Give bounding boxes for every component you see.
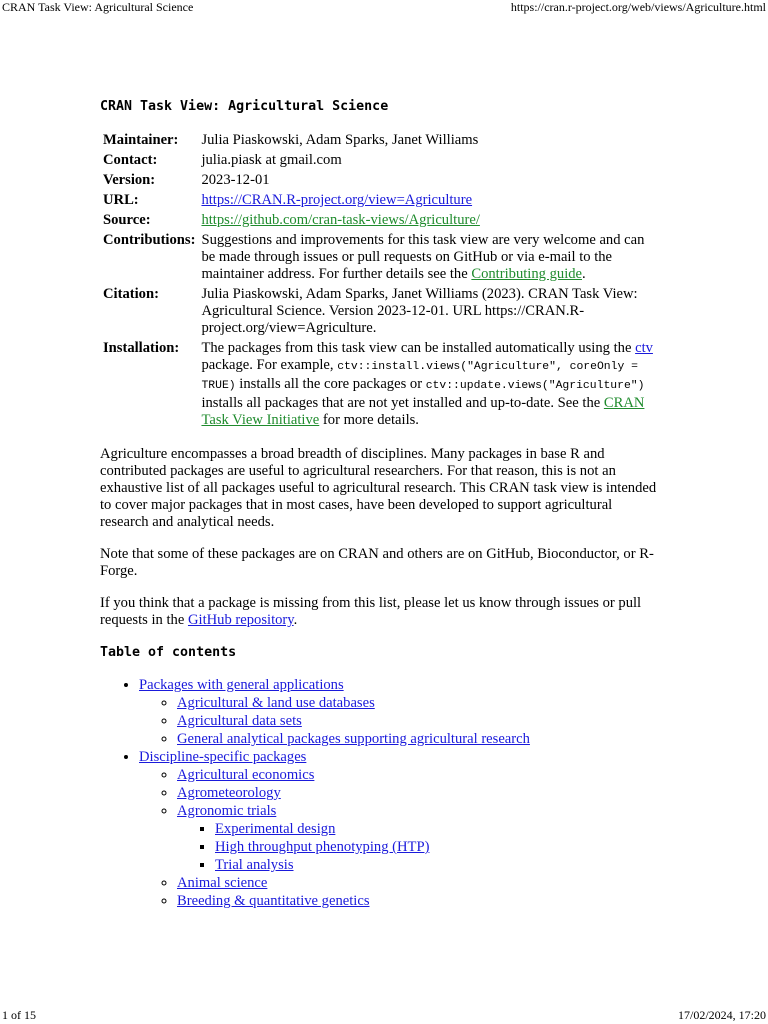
toc-link-agronomic-trials[interactable]: Agronomic trials xyxy=(177,803,277,819)
maintainer-row xyxy=(101,130,659,150)
print-header xyxy=(0,0,768,16)
toc-item xyxy=(215,856,660,874)
toc-link-experimental-design[interactable]: Experimental design xyxy=(215,821,336,837)
metadata-table xyxy=(101,130,659,430)
contributions-text: Suggestions and improvements for this task view are very welcome and can be made through issues or pull requests on GitHub or via e-mail to the maintainer address. For further details see the xyxy=(201,232,645,282)
toc-item xyxy=(177,802,660,874)
page-title: CRAN Task View: Agricultural Science xyxy=(100,99,389,114)
toc-link-discipline[interactable]: Discipline-specific packages xyxy=(139,749,307,765)
url-link[interactable]: https://CRAN.R-project.org/view=Agriculture xyxy=(201,192,473,208)
install-text-5: for more details. xyxy=(322,412,419,428)
toc-link-data-sets[interactable]: Agricultural data sets xyxy=(177,713,302,729)
toc-item xyxy=(177,712,660,730)
installation-row xyxy=(101,338,659,430)
toc-link-general-analytical[interactable]: General analytical packages supporting agricultural research xyxy=(177,731,530,747)
contributing-guide-link[interactable]: Contributing guide xyxy=(471,266,583,282)
url-label: URL: xyxy=(103,192,139,208)
toc-item xyxy=(177,892,660,910)
print-header-url: https://cran.r-project.org/web/views/Agriculture.html xyxy=(510,0,766,14)
install-code-2: ctv::update.views("Agriculture") xyxy=(425,380,645,392)
version-row xyxy=(101,170,659,190)
toc-item xyxy=(177,694,660,712)
page-content xyxy=(100,98,660,910)
print-header-title: CRAN Task View: Agricultural Science xyxy=(2,0,194,14)
toc-link-trial-analysis[interactable]: Trial analysis xyxy=(215,857,294,873)
github-repository-link[interactable]: GitHub repository xyxy=(187,612,294,628)
ctv-link[interactable]: ctv xyxy=(635,340,653,356)
print-datetime: 17/02/2024, 17:20 xyxy=(677,1008,766,1022)
intro-paragraph-2: Note that some of these packages are on CRAN and others are on GitHub, Bioconductor, or R-Forge. xyxy=(100,546,654,579)
contact-value: julia.piask at gmail.com xyxy=(201,152,342,168)
source-link[interactable]: https://github.com/cran-task-views/Agriculture/ xyxy=(201,212,480,228)
version-label: Version: xyxy=(103,172,156,188)
toc-item xyxy=(139,676,660,748)
maintainer-value: Julia Piaskowski, Adam Sparks, Janet Williams xyxy=(201,132,479,148)
contact-row xyxy=(101,150,659,170)
install-text-3: installs all the core packages or xyxy=(239,376,423,392)
contact-label: Contact: xyxy=(103,152,158,168)
toc-sublist xyxy=(139,694,660,748)
citation-row xyxy=(101,284,659,338)
intro-paragraph-1: Agriculture encompasses a broad breadth of disciplines. Many packages in base R and contributed packages are useful to agricultural researchers. For that reason, this is not an exhaustive list of all packages useful to agricultural research. This CRAN task view is intended to cover major packages that in most cases, have been developed to support agricultural research and analytical needs. xyxy=(100,446,657,530)
toc-link-htp[interactable]: High throughput phenotyping (HTP) xyxy=(215,839,430,855)
source-row xyxy=(101,210,659,230)
toc-link-agrometeorology[interactable]: Agrometeorology xyxy=(177,785,281,801)
installation-label: Installation: xyxy=(103,340,180,356)
intro-paragraph-3: If you think that a package is missing from this list, please let us know through issues or pull requests in the GitHub repository. xyxy=(100,595,642,628)
toc-sublist xyxy=(139,766,660,910)
toc-link-economics[interactable]: Agricultural economics xyxy=(177,767,315,783)
toc-item xyxy=(139,748,660,910)
install-text-1: The packages from this task view can be installed automatically using the xyxy=(201,340,632,356)
url-row xyxy=(101,190,659,210)
contributions-row xyxy=(101,230,659,284)
contributions-value: Suggestions and improvements for this task view are very welcome and can be made through issues or pull requests on GitHub or via e-mail to the maintainer address. For further details see the Contributing guide. xyxy=(201,232,645,282)
toc-item xyxy=(215,820,660,838)
install-text-4: installs all packages that are not yet installed and up-to-date. See the xyxy=(201,395,601,411)
toc-heading: Table of contents xyxy=(100,645,237,660)
version-value: 2023-12-01 xyxy=(201,172,270,188)
intro-paragraph-3-text: If you think that a package is missing from this list, please let us know through issues or pull requests in the xyxy=(100,595,642,628)
table-of-contents xyxy=(100,676,660,910)
print-footer xyxy=(0,1008,768,1024)
install-text-2: package. For example, xyxy=(201,357,334,373)
toc-item xyxy=(215,838,660,856)
source-label: Source: xyxy=(103,212,151,228)
installation-value xyxy=(199,338,659,430)
contributions-label: Contributions: xyxy=(103,232,196,248)
toc-item xyxy=(177,784,660,802)
toc-link-breeding[interactable]: Breeding & quantitative genetics xyxy=(177,893,370,909)
toc-link-land-use[interactable]: Agricultural & land use databases xyxy=(177,695,375,711)
page-number: 1 of 15 xyxy=(2,1008,36,1022)
citation-label: Citation: xyxy=(103,286,159,302)
toc-link-general[interactable]: Packages with general applications xyxy=(139,677,344,693)
toc-subsublist xyxy=(177,820,660,874)
citation-value: Julia Piaskowski, Adam Sparks, Janet Williams (2023). CRAN Task View: Agricultural Science. Version 2023-12-01. URL https://CRAN.R-project.org/view=Agriculture. xyxy=(201,286,638,336)
toc-item xyxy=(177,730,660,748)
task-view-initiative-link[interactable]: CRAN Task View Initiative xyxy=(201,395,645,428)
toc-item xyxy=(177,766,660,784)
toc-link-animal-science[interactable]: Animal science xyxy=(177,875,268,891)
toc-item xyxy=(177,874,660,892)
maintainer-label: Maintainer: xyxy=(103,132,179,148)
install-code-1: ctv::install.views("Agriculture", coreOnly = TRUE) xyxy=(201,361,638,392)
